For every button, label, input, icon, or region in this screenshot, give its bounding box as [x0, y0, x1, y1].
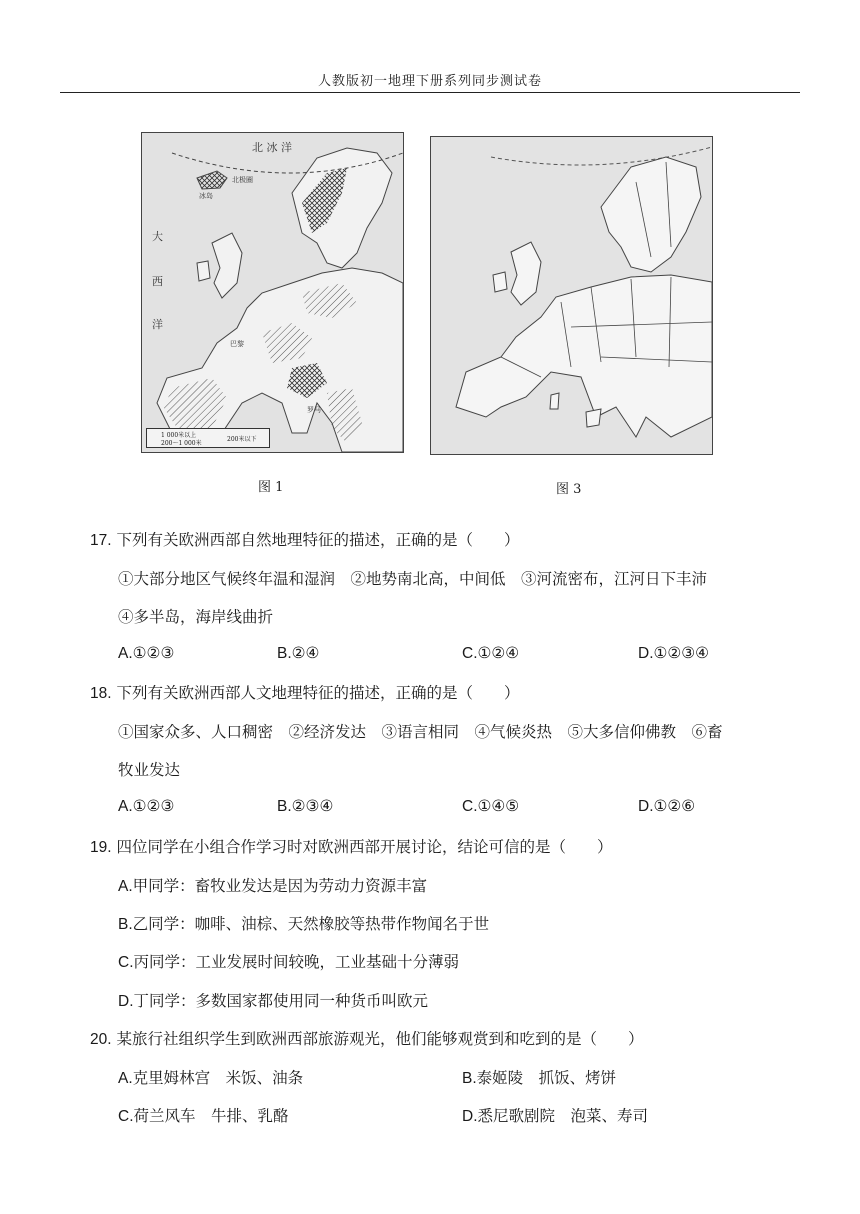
question-18-option-b[interactable]: B.②③④ — [277, 797, 334, 815]
label-arctic-ocean: 北 冰 洋 — [252, 141, 292, 154]
question-17-statements-1: ①大部分地区气候终年温和湿润 ②地势南北高，中间低 ③河流密布，江河日下丰沛 — [118, 570, 708, 588]
question-19-number: 19. — [90, 839, 112, 856]
question-20-option-a[interactable]: A.克里姆林宫 米饭、油条 — [118, 1069, 304, 1087]
question-17-option-c[interactable]: C.①②④ — [462, 644, 520, 662]
figure-3-political-map — [430, 136, 713, 455]
map-legend — [146, 428, 270, 448]
question-17-option-a[interactable]: A.①②③ — [118, 644, 175, 662]
question-19-option-d[interactable]: D.丁同学：多数国家都使用同一种货币叫欧元 — [118, 992, 429, 1010]
label-atlantic-3: 洋 — [152, 318, 163, 331]
question-17 — [90, 528, 520, 550]
question-17-number: 17. — [90, 532, 112, 549]
question-18 — [90, 681, 520, 703]
legend-item-high: 1 000米以上 — [161, 432, 197, 439]
figure-1-caption: 图 1 — [258, 480, 284, 495]
question-20-number: 20. — [90, 1031, 112, 1048]
legend-item-mid: 200～1 000米 — [161, 440, 202, 447]
page-header-title: 人教版初一地理下册系列同步测试卷 — [317, 74, 542, 89]
question-17-option-d[interactable]: D.①②③④ — [638, 644, 710, 662]
question-19-option-a[interactable]: A.甲同学：畜牧业发达是因为劳动力资源丰富 — [118, 877, 428, 895]
question-19-option-c[interactable]: C.丙同学：工业发展时间较晚，工业基础十分薄弱 — [118, 953, 460, 971]
question-18-option-d[interactable]: D.①②⑥ — [638, 797, 696, 815]
question-18-stem: 下列有关欧洲西部人文地理特征的描述，正确的是（ ） — [116, 684, 520, 702]
legend-item-low: 200米以下 — [227, 436, 257, 443]
label-atlantic-2: 西 — [152, 275, 163, 288]
question-18-number: 18. — [90, 685, 112, 702]
figure-1-relief-map — [141, 132, 404, 453]
question-19-option-b[interactable]: B.乙同学：咖啡、油棕、天然橡胶等热带作物闻名于世 — [118, 915, 490, 933]
relief-map-drawing — [142, 133, 403, 452]
label-atlantic-1: 大 — [152, 230, 163, 243]
label-arctic-circle: 北极圈 — [232, 176, 253, 184]
label-iceland: 冰岛 — [199, 192, 213, 200]
question-20-stem: 某旅行社组织学生到欧洲西部旅游观光，他们能够观赏到和吃到的是（ ） — [116, 1030, 644, 1048]
question-18-statements-2: 牧业发达 — [118, 761, 181, 779]
question-19-stem: 四位同学在小组合作学习时对欧洲西部开展讨论，结论可信的是（ ） — [116, 838, 613, 856]
question-20-option-d[interactable]: D.悉尼歌剧院 泡菜、寿司 — [462, 1107, 649, 1125]
question-20-option-c[interactable]: C.荷兰风车 牛排、乳酪 — [118, 1107, 289, 1125]
figure-3-caption: 图 3 — [556, 482, 582, 497]
question-17-stem: 下列有关欧洲西部自然地理特征的描述，正确的是（ ） — [116, 531, 520, 549]
label-paris: 巴黎 — [230, 340, 244, 348]
question-18-statements-1: ①国家众多、人口稠密 ②经济发达 ③语言相同 ④气候炎热 ⑤大多信仰佛教 ⑥畜 — [118, 723, 723, 741]
question-20-option-b[interactable]: B.泰姬陵 抓饭、烤饼 — [462, 1069, 617, 1087]
header-divider — [60, 92, 800, 93]
question-17-statements-2: ④多半岛，海岸线曲折 — [118, 608, 274, 626]
question-19 — [90, 835, 613, 857]
political-map-drawing — [431, 137, 712, 454]
question-18-option-a[interactable]: A.①②③ — [118, 797, 175, 815]
question-17-option-b[interactable]: B.②④ — [277, 644, 320, 662]
label-rome: 罗马 — [307, 406, 321, 414]
question-20 — [90, 1027, 644, 1049]
question-18-option-c[interactable]: C.①④⑤ — [462, 797, 520, 815]
